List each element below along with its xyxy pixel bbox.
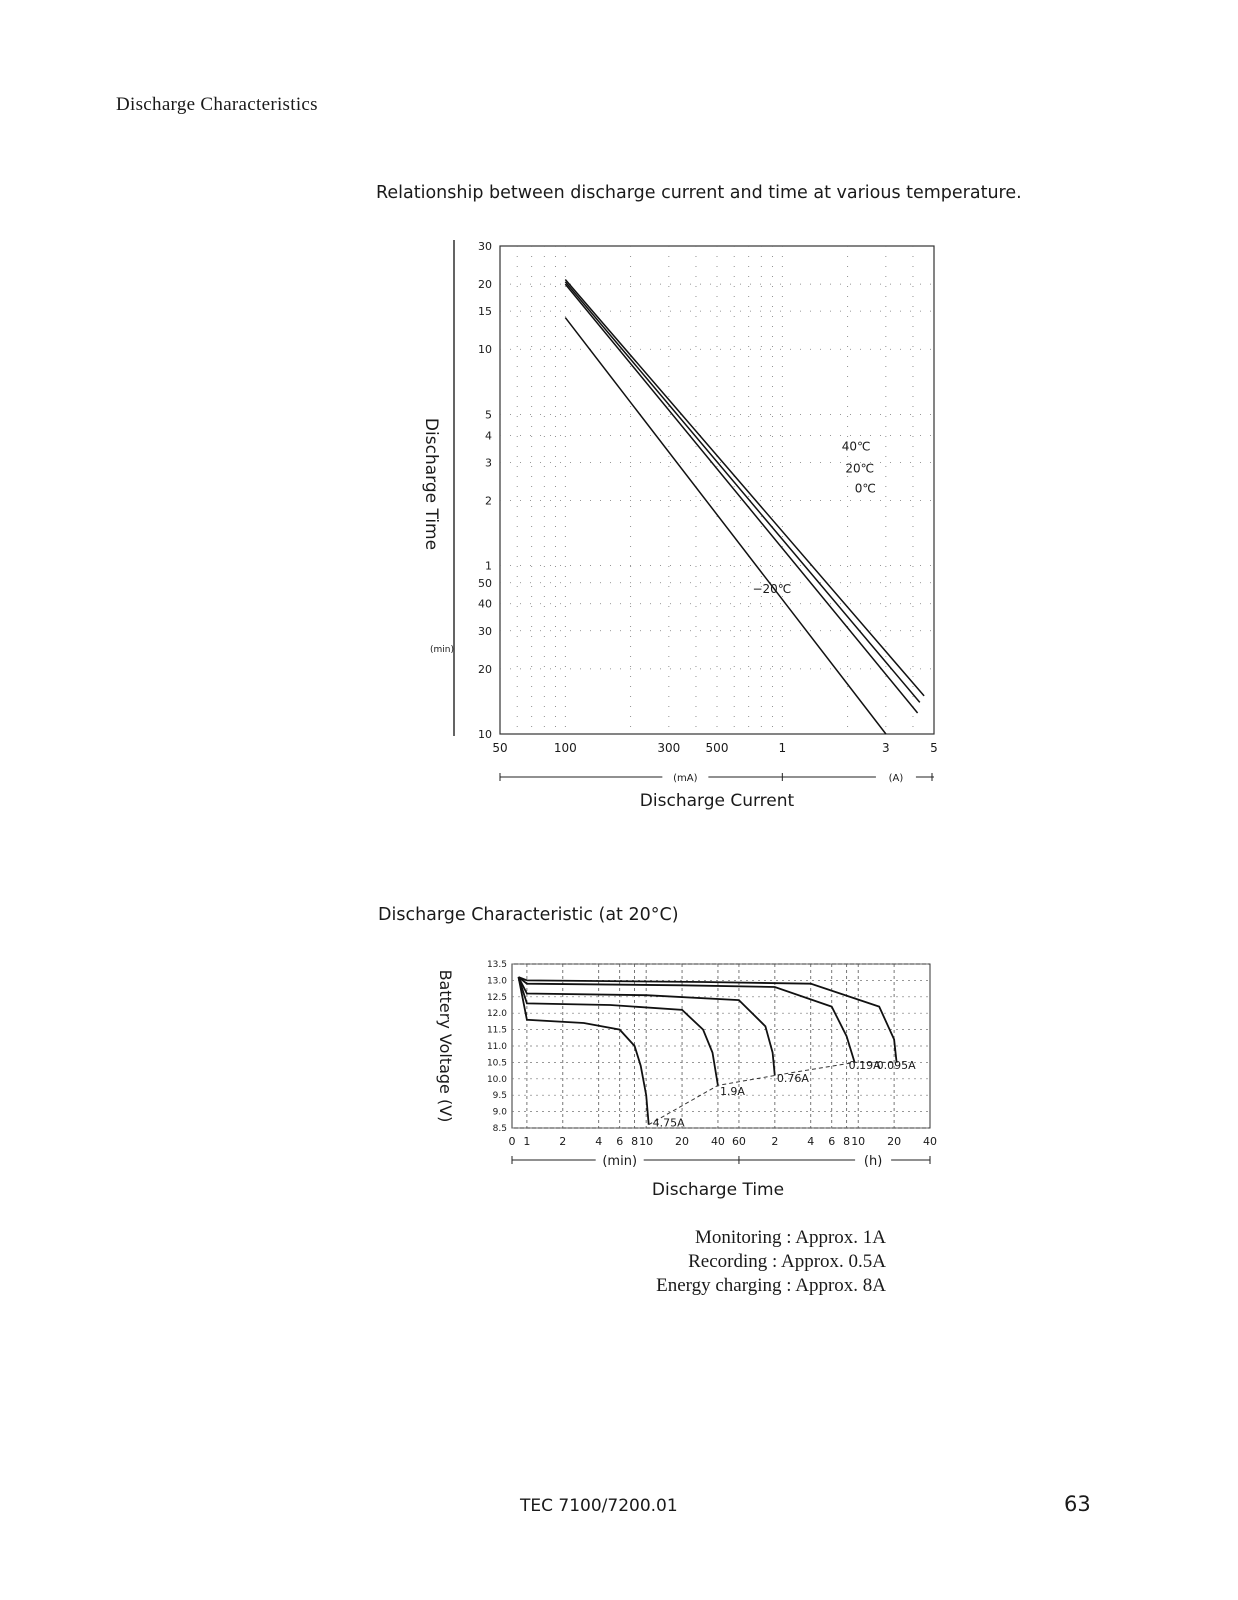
chart1-x-axis-label: Discharge Current — [639, 791, 795, 811]
chart1-x-tick-label: 100 — [553, 741, 577, 755]
chart1-y-tick-label: 10 — [478, 343, 492, 357]
chart1-y-unit-label: (min) — [430, 645, 454, 655]
chart1-y-tick-label: 2 — [485, 494, 492, 508]
chart2-x-tick-label: 6 — [828, 1135, 836, 1148]
note-recording: Recording : Approx. 0.5A — [688, 1251, 886, 1272]
chart1-series-line — [565, 284, 917, 713]
chart2-x-unit-min: (min) — [602, 1154, 638, 1169]
chart1-title: Relationship between discharge current and time at various temperature. — [376, 183, 1022, 203]
chart2-y-tick-label: 13.0 — [486, 976, 507, 987]
note-energy-charging: Energy charging : Approx. 8A — [656, 1275, 886, 1296]
chart1-x-unit-ma: (mA) — [673, 773, 698, 784]
chart2-x-tick-label: 6 — [616, 1135, 624, 1148]
chart2-x-tick-label: 8 — [631, 1135, 639, 1148]
chart1-x-tick-label: 1 — [778, 741, 787, 755]
chart2-x-tick-label: 10 — [639, 1135, 654, 1148]
chart1-x-tick-label: 3 — [882, 741, 890, 755]
chart1-x-tick-label: 5 — [930, 741, 938, 755]
chart2-current-annotation: 0.095A — [876, 1058, 916, 1072]
chart2-x-unit-h: (h) — [863, 1154, 883, 1169]
chart2-current-annotation: 1.9A — [719, 1085, 745, 1099]
chart2-x-tick-label: 40 — [710, 1135, 725, 1148]
document-number: TEC 7100/7200.01 — [520, 1496, 678, 1516]
chart2-x-axis-label: Discharge Time — [651, 1180, 785, 1200]
chart2-x-tick-label: 20 — [887, 1135, 902, 1148]
chart2-current-annotation: 0.76A — [776, 1072, 809, 1086]
chart2-y-axis-label: Battery Voltage (V) — [436, 969, 455, 1123]
chart2-y-tick-label: 8.5 — [492, 1124, 507, 1134]
chart2-x-tick-label: 4 — [595, 1135, 603, 1148]
chart1-y-tick-label: 40 — [478, 597, 492, 611]
chart2-series-line — [519, 977, 649, 1125]
chart2-x-tick-label: 60 — [731, 1135, 746, 1148]
chart1-x-tick-label: 500 — [705, 741, 729, 755]
chart2-y-tick-label: 12.0 — [486, 1009, 507, 1020]
chart1-series-label: 40℃ — [841, 439, 871, 454]
chart1-y-axis-label: Discharge Time — [421, 417, 441, 551]
chart1-y-tick-label: 30 — [478, 240, 492, 253]
chart2-series-line — [519, 977, 897, 1062]
page-number: 63 — [1064, 1492, 1091, 1516]
chart1-series-label: 20℃ — [845, 461, 875, 476]
chart2-x-tick-label: 1 — [523, 1135, 531, 1148]
chart1-series-line — [565, 318, 886, 734]
chart2-current-annotation: 0.19A — [848, 1058, 881, 1072]
note-monitoring: Monitoring : Approx. 1A — [694, 1227, 886, 1248]
chart1-y-tick-label: 4 — [485, 429, 492, 443]
chart1-y-tick-label: 20 — [478, 278, 492, 292]
chart2-y-tick-label: 12.5 — [486, 992, 507, 1003]
chart2-x-tick-label: 4 — [807, 1135, 815, 1148]
chart2-y-tick-label: 10.5 — [486, 1058, 507, 1069]
chart2-x-tick-label: 40 — [923, 1135, 937, 1148]
chart2-y-tick-label: 9.0 — [492, 1107, 507, 1118]
chart1-y-tick-label: 30 — [478, 624, 492, 638]
temperature-discharge-chart — [400, 226, 960, 826]
chart2-series-line — [519, 977, 775, 1075]
chart2-current-annotation: 4.75A — [652, 1116, 685, 1130]
chart2-series-line — [519, 977, 855, 1062]
chart2-y-tick-label: 11.0 — [486, 1042, 507, 1052]
chart2-x-tick-label: 2 — [771, 1135, 779, 1148]
current-notes — [560, 1226, 886, 1298]
chart2-x-tick-label: 10 — [851, 1135, 866, 1148]
chart1-y-tick-label: 5 — [485, 408, 492, 422]
section-title: Discharge Characteristics — [116, 94, 318, 115]
chart2-x-tick-label: 20 — [675, 1135, 690, 1148]
discharge-characteristic-chart — [400, 948, 960, 1208]
chart2-x-tick-label: 2 — [559, 1135, 567, 1148]
chart1-y-tick-label: 3 — [485, 456, 492, 470]
chart1-series-label: −20℃ — [752, 581, 792, 596]
chart1-series-label: 0℃ — [854, 481, 876, 496]
chart1-y-tick-label: 1 — [485, 559, 492, 573]
chart1-y-tick-label: 20 — [478, 662, 492, 676]
chart2-x-tick-label: 0 — [508, 1135, 516, 1148]
chart1-y-tick-label: 10 — [478, 728, 492, 741]
chart2-y-tick-label: 13.5 — [486, 960, 507, 970]
chart2-y-tick-label: 9.5 — [492, 1091, 507, 1102]
chart1-x-unit-a: (A) — [888, 773, 904, 784]
chart2-y-tick-label: 11.5 — [486, 1025, 507, 1036]
chart2-x-tick-label: 8 — [843, 1135, 851, 1148]
chart1-y-tick-label: 15 — [478, 305, 492, 319]
chart2-title: Discharge Characteristic (at 20°C) — [378, 905, 679, 925]
chart1-y-tick-label: 50 — [478, 576, 492, 590]
chart1-x-tick-label: 300 — [657, 741, 681, 755]
chart2-y-tick-label: 10.0 — [486, 1074, 507, 1085]
chart1-x-tick-label: 50 — [492, 741, 508, 755]
